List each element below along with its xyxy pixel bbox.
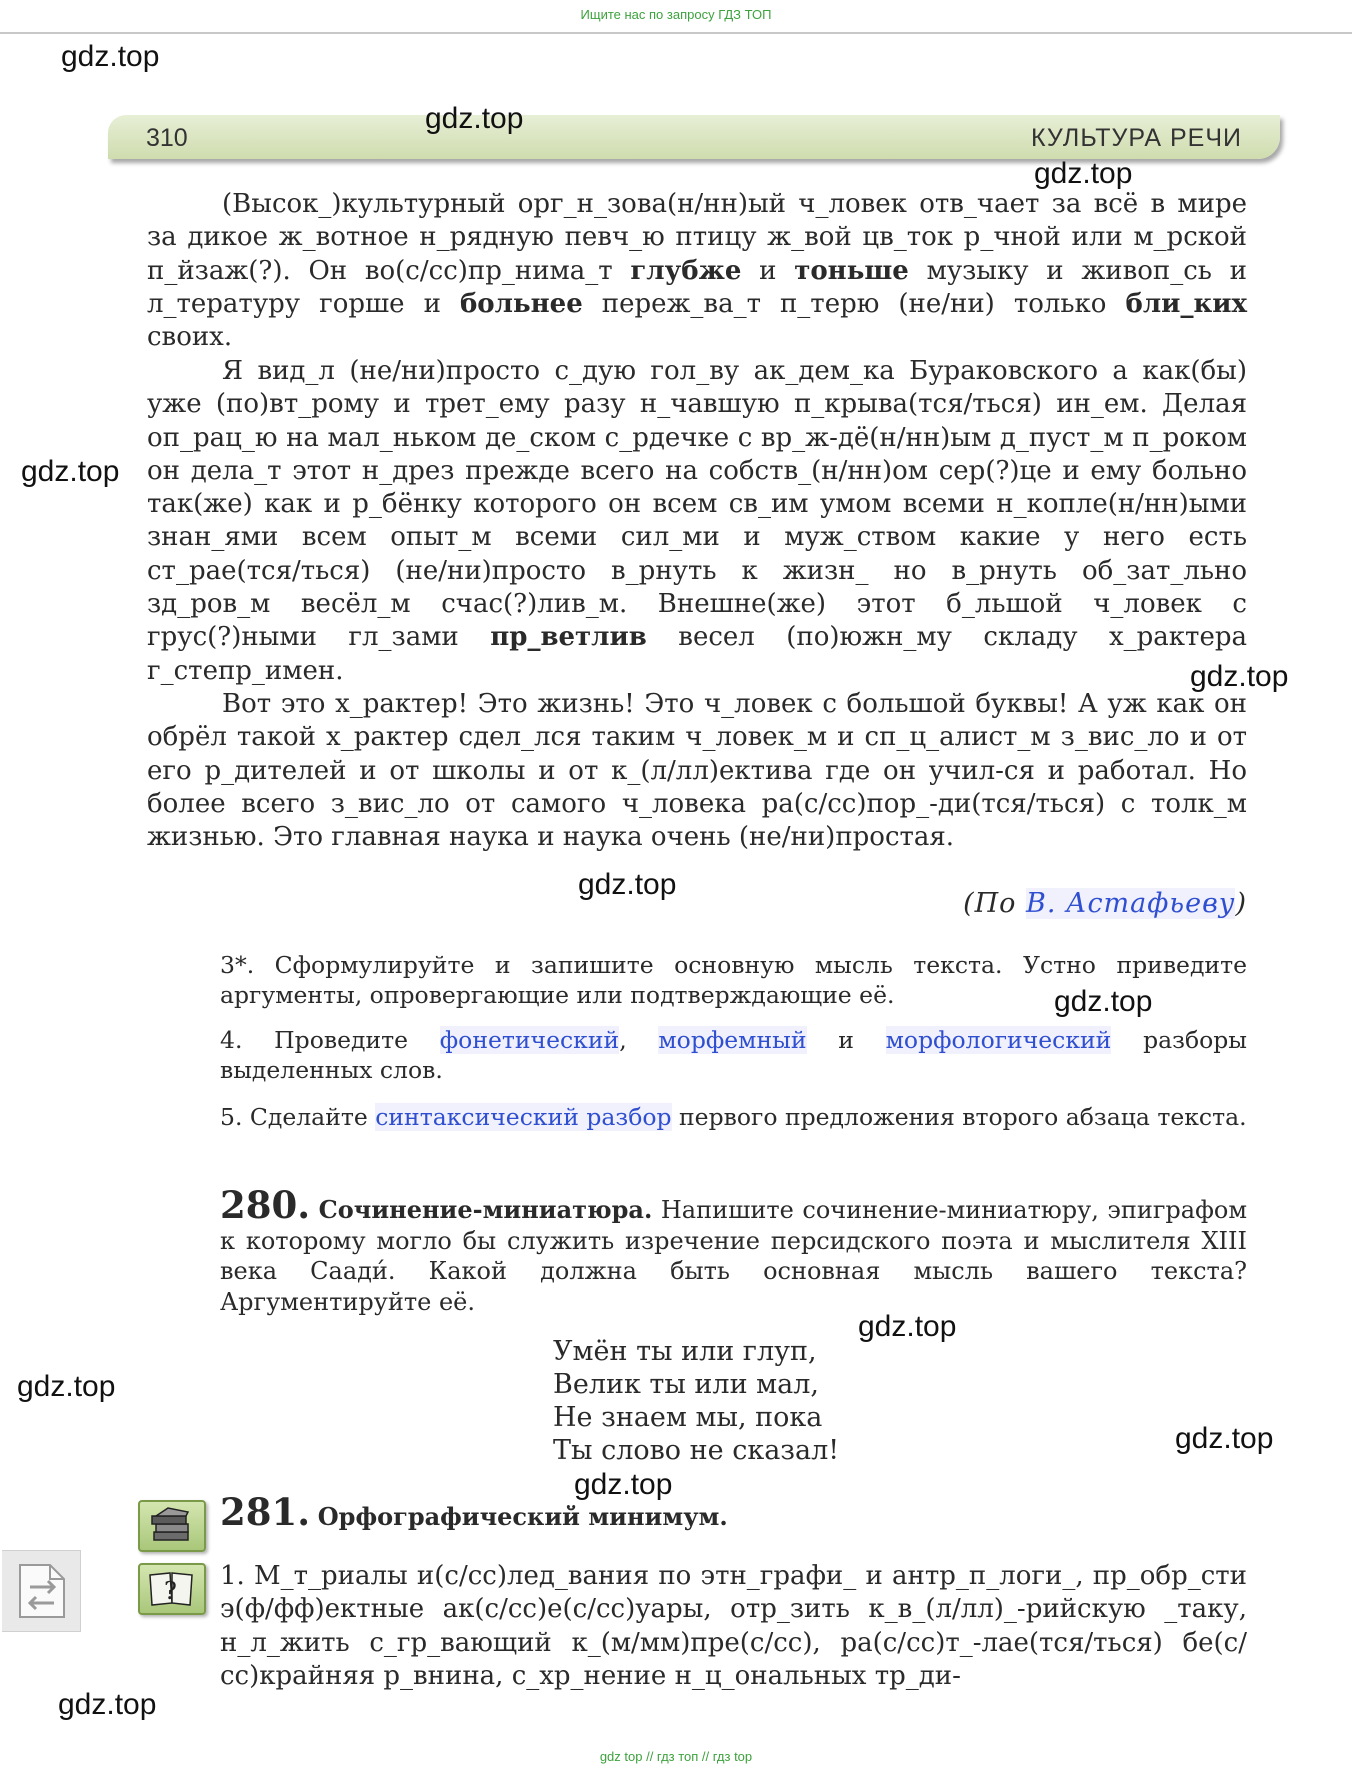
task-5: 5. Сделайте синтаксический разбор первого предложения второго абзаца текста. xyxy=(220,1103,1247,1131)
page-header xyxy=(108,115,1280,159)
text-paragraph-1: (Высок_)культурный орг_н_зова(н/нн)ый ч_ловек отв_чает за всё в мире за дикое ж_вотное н_рядную певч_ю птицу ж_вой цв_ток р_чной или м_рской п_йзаж(?). Он во(с/сс)пр_нима_т глубже и тоньше музыку и живоп_сь и л_тературу горше и больнее переж_ва_т п_терю (не/ни) только бли_ких своих. xyxy=(147,189,1248,353)
text-paragraph-3: Вот это х_рактер! Это жизнь! Это ч_ловек с большой буквы! А уж как он обрёл такой х_рактер сдел_лся таким ч_ловек_м и сп_ц_алист_м з_вис_ло и от его р_дителей и от школы и от к_(л/лл)ектива где он учил-ся и работал. Но более всего з_вис_ло от самого ч_ловека ра(с/сс)пор_-ди(тся/ться) с толк_м жизнью. Это главная наука и наука очень (не/ни)простая. xyxy=(147,689,1247,853)
side-nav-arrows-icon xyxy=(14,1561,70,1621)
watermark: gdz.top xyxy=(21,455,120,488)
exercise-281-text: 1. М_т_риалы и(с/сс)лед_вания по этн_графи_ и антр_п_логи_, пр_обр_сти э(ф/фф)ектные ак(с/сс)е(с/сс)уары, отр_зить к_в_(л/лл)_-рийскую _таку, н_л_жить с_гр_вающий к_(м/мм)пре(с/сс), ра(с/сс)т_-лае(тся/ться) бе(с/сс)крайняя р_внина, с_хр_нение н_ц_ональных тр_ди- xyxy=(220,1561,1247,1691)
text-paragraph-2: Я вид_л (не/ни)просто с_дую гол_ву ак_дем_ка Бураковского а как(бы) уже (по)вт_рому и трет_ему разу н_чавшую п_крыва(тся/ться) ин_ем. Делая оп_рац_ю на мал_ньком де_ском с_рдечке с вр_ж-дё(н/нн)ым д_пуст_м п_роком он дела_т этот н_дрез прежде всего на собств_(н/нн)ом сер(?)це и ему больно так(же) как и р_бёнку которого он всем св_им умом всеми н_копле(н/нн)ыми знан_ями всем опыт_м всеми сил_ми и муж_ством какие у него есть ст_рае(тся/ться) (не/ни)просто в_рнуть к жизн_ но в_рнуть об_зат_льно зд_ров_м весёл_м счас(?)лив_м. Внешне(же) этот б_льшой ч_ловек с грус(?)ными гл_зами пр_ветлив весел (по)южн_му складу х_рактера г_степр_имен. xyxy=(147,356,1247,686)
side-nav-tab[interactable] xyxy=(2,1550,81,1632)
bold-word: глубже xyxy=(630,255,742,286)
author-link[interactable]: В. Астафьеву xyxy=(1025,888,1236,919)
question-book-icon xyxy=(138,1563,206,1615)
page-number: 310 xyxy=(146,124,188,152)
books-icon xyxy=(138,1500,206,1552)
section-title: КУЛЬТУРА РЕЧИ xyxy=(1031,124,1242,152)
bold-word: пр_ветлив xyxy=(490,622,647,653)
text-source: (По В. Астафьеву) xyxy=(963,888,1247,919)
morphological-analysis-link[interactable]: морфологический xyxy=(885,1026,1112,1054)
watermark: gdz.top xyxy=(17,1370,116,1403)
exercise-281-title: 281. Орфографический минимум. xyxy=(220,1490,728,1534)
task-3: 3*. Сформулируйте и запишите основную мысль текста. Устно приведите аргументы, опровергающие или подтверждающие её. xyxy=(220,951,1247,1009)
svg-text:?: ? xyxy=(164,1577,177,1605)
epigraph-poem xyxy=(553,1335,839,1467)
syntax-analysis-link[interactable]: синтаксический разбор xyxy=(375,1103,672,1131)
poem-line: Ты слово не сказал! xyxy=(553,1435,840,1466)
bold-word: тоньше xyxy=(794,255,909,286)
watermark: gdz.top xyxy=(574,1468,673,1501)
exercise-280: 280. Сочинение-миниатюра. Напишите сочинение-миниатюру, эпиграфом к которому могло бы служить изречение персидского поэта и мыслителя XIII века Саади́. Какой должна быть основная мысль вашего текста? Аргументируйте её. xyxy=(220,1183,1247,1316)
poem-line: Не знаем мы, пока xyxy=(553,1402,823,1433)
poem-line: Умён ты или глуп, xyxy=(553,1336,817,1367)
exercise-title: Сочинение-миниатюра. xyxy=(318,1195,653,1224)
top-notice: Ищите нас по запросу ГДЗ ТОП xyxy=(580,7,772,22)
watermark: gdz.top xyxy=(1175,1422,1274,1455)
exercise-number: 280. xyxy=(220,1183,311,1227)
watermark: gdz.top xyxy=(61,40,160,73)
top-notice-bar xyxy=(0,0,1352,34)
watermark: gdz.top xyxy=(1054,985,1153,1018)
task-4: 4. Проведите фонетический, морфемный и морфологический разборы выделенных слов. xyxy=(220,1026,1247,1084)
bold-word: бли_ких xyxy=(1125,288,1248,319)
exercise-number: 281. xyxy=(220,1490,311,1534)
watermark: gdz.top xyxy=(58,1688,157,1721)
watermark: gdz.top xyxy=(578,868,677,901)
watermark: gdz.top xyxy=(858,1310,957,1343)
watermark: gdz.top xyxy=(1190,660,1289,693)
phonetic-analysis-link[interactable]: фонетический xyxy=(439,1026,620,1054)
bold-word: больнее xyxy=(459,288,583,319)
poem-line: Велик ты или мал, xyxy=(553,1369,819,1400)
watermark: gdz.top xyxy=(425,102,524,135)
bottom-notice: gdz top // гдз топ // гдз top xyxy=(599,1749,753,1764)
morphemic-analysis-link[interactable]: морфемный xyxy=(658,1026,807,1054)
watermark: gdz.top xyxy=(1034,157,1133,190)
